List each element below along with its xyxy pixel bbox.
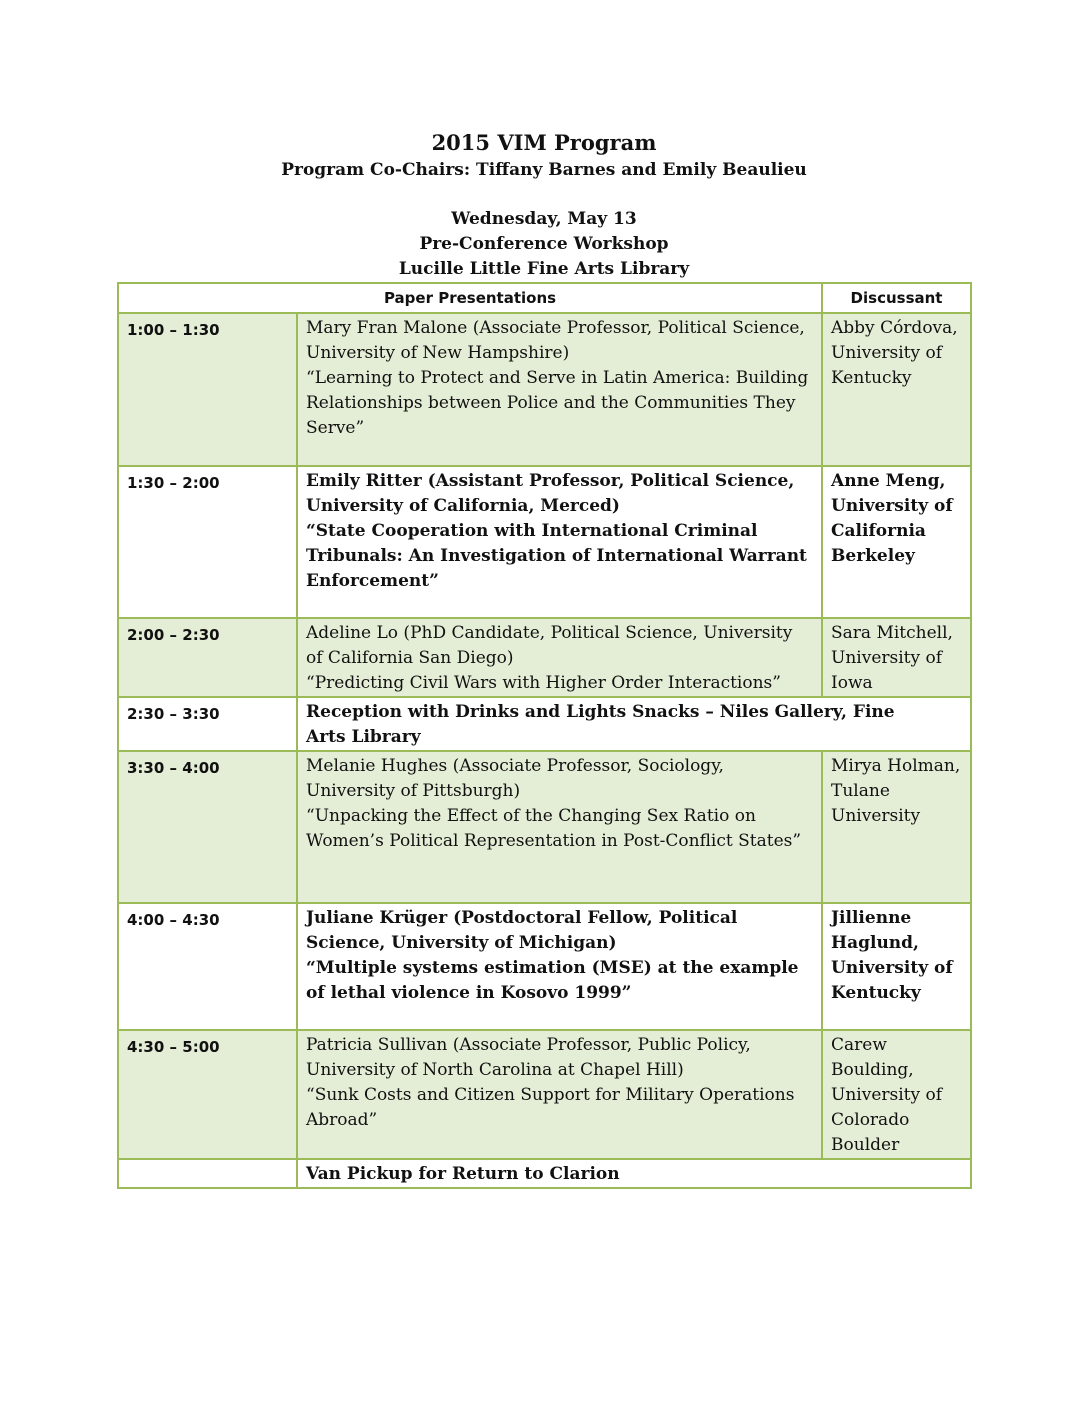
discussant-column-header: Discussant [822, 283, 971, 313]
paper-title: “Learning to Protect and Serve in Latin America: Building Relationships between Police and the Communities They Serve” [306, 368, 809, 438]
table-row [118, 697, 971, 751]
discussant: Sara Mitchell, University of Iowa [822, 618, 971, 697]
presenter: Emily Ritter (Assistant Professor, Political Science, University of California, Merced) [306, 471, 795, 516]
session-time: 1:30 – 2:00 [118, 466, 297, 618]
presentation-cell [297, 466, 822, 618]
session-time: 2:00 – 2:30 [118, 618, 297, 697]
paper-title: “Sunk Costs and Citizen Support for Military Operations Abroad” [306, 1085, 795, 1130]
table-row [118, 466, 971, 618]
session-time: 2:30 – 3:30 [118, 697, 297, 751]
event-heading: Pre-Conference Workshop [419, 234, 669, 254]
presenter: Juliane Krüger (Postdoctoral Fellow, Political Science, University of Michigan) [306, 908, 738, 953]
table-row [118, 1159, 971, 1188]
presenter: Adeline Lo (PhD Candidate, Political Science, University of California San Diego) [306, 623, 793, 668]
table-row [118, 618, 971, 697]
paper-title: “Predicting Civil Wars with Higher Order Interactions” [306, 673, 781, 693]
page-title: 2015 VIM Program [431, 130, 657, 155]
date-heading: Wednesday, May 13 [451, 209, 637, 229]
table-row [118, 313, 971, 466]
session-time: 3:30 – 4:00 [118, 751, 297, 903]
table-row [118, 1030, 971, 1159]
presentation-cell [297, 618, 822, 697]
paper-title: “Multiple systems estimation (MSE) at the example of lethal violence in Kosovo 1999” [306, 958, 799, 1003]
presenter: Melanie Hughes (Associate Professor, Sociology, University of Pittsburgh) [306, 756, 724, 801]
discussant: Carew Boulding, University of Colorado Boulder [822, 1030, 971, 1159]
session-time: 4:00 – 4:30 [118, 903, 297, 1030]
van-pickup-event: Van Pickup for Return to Clarion [297, 1159, 971, 1188]
schedule-table [117, 282, 972, 1189]
co-chairs-line: Program Co-Chairs: Tiffany Barnes and Emily Beaulieu [281, 160, 807, 180]
presentation-cell [297, 751, 822, 903]
table-header-row [118, 283, 971, 313]
session-time: 1:00 – 1:30 [118, 313, 297, 466]
presenter: Patricia Sullivan (Associate Professor, Public Policy, University of North Carolina at Chapel Hill) [306, 1035, 751, 1080]
discussant: Mirya Holman, Tulane University [822, 751, 971, 903]
location-heading: Lucille Little Fine Arts Library [398, 259, 690, 279]
table-row [118, 751, 971, 903]
discussant: Abby Córdova, University of Kentucky [822, 313, 971, 466]
presentations-column-header: Paper Presentations [118, 283, 822, 313]
paper-title: “State Cooperation with International Criminal Tribunals: An Investigation of International Warrant Enforcement” [306, 521, 807, 591]
presentation-cell [297, 1030, 822, 1159]
table-row [118, 903, 971, 1030]
session-time [118, 1159, 297, 1188]
presentation-cell [297, 313, 822, 466]
reception-event: Reception with Drinks and Lights Snacks – Niles Gallery, Fine Arts Library [297, 697, 971, 751]
discussant: Jillienne Haglund, University of Kentucky [822, 903, 971, 1030]
session-time: 4:30 – 5:00 [118, 1030, 297, 1159]
presentation-cell [297, 903, 822, 1030]
presenter: Mary Fran Malone (Associate Professor, Political Science, University of New Hampshire) [306, 318, 805, 363]
discussant: Anne Meng, University of California Berkeley [822, 466, 971, 618]
paper-title: “Unpacking the Effect of the Changing Sex Ratio on Women’s Political Representation in Post-Conflict States” [306, 806, 802, 851]
